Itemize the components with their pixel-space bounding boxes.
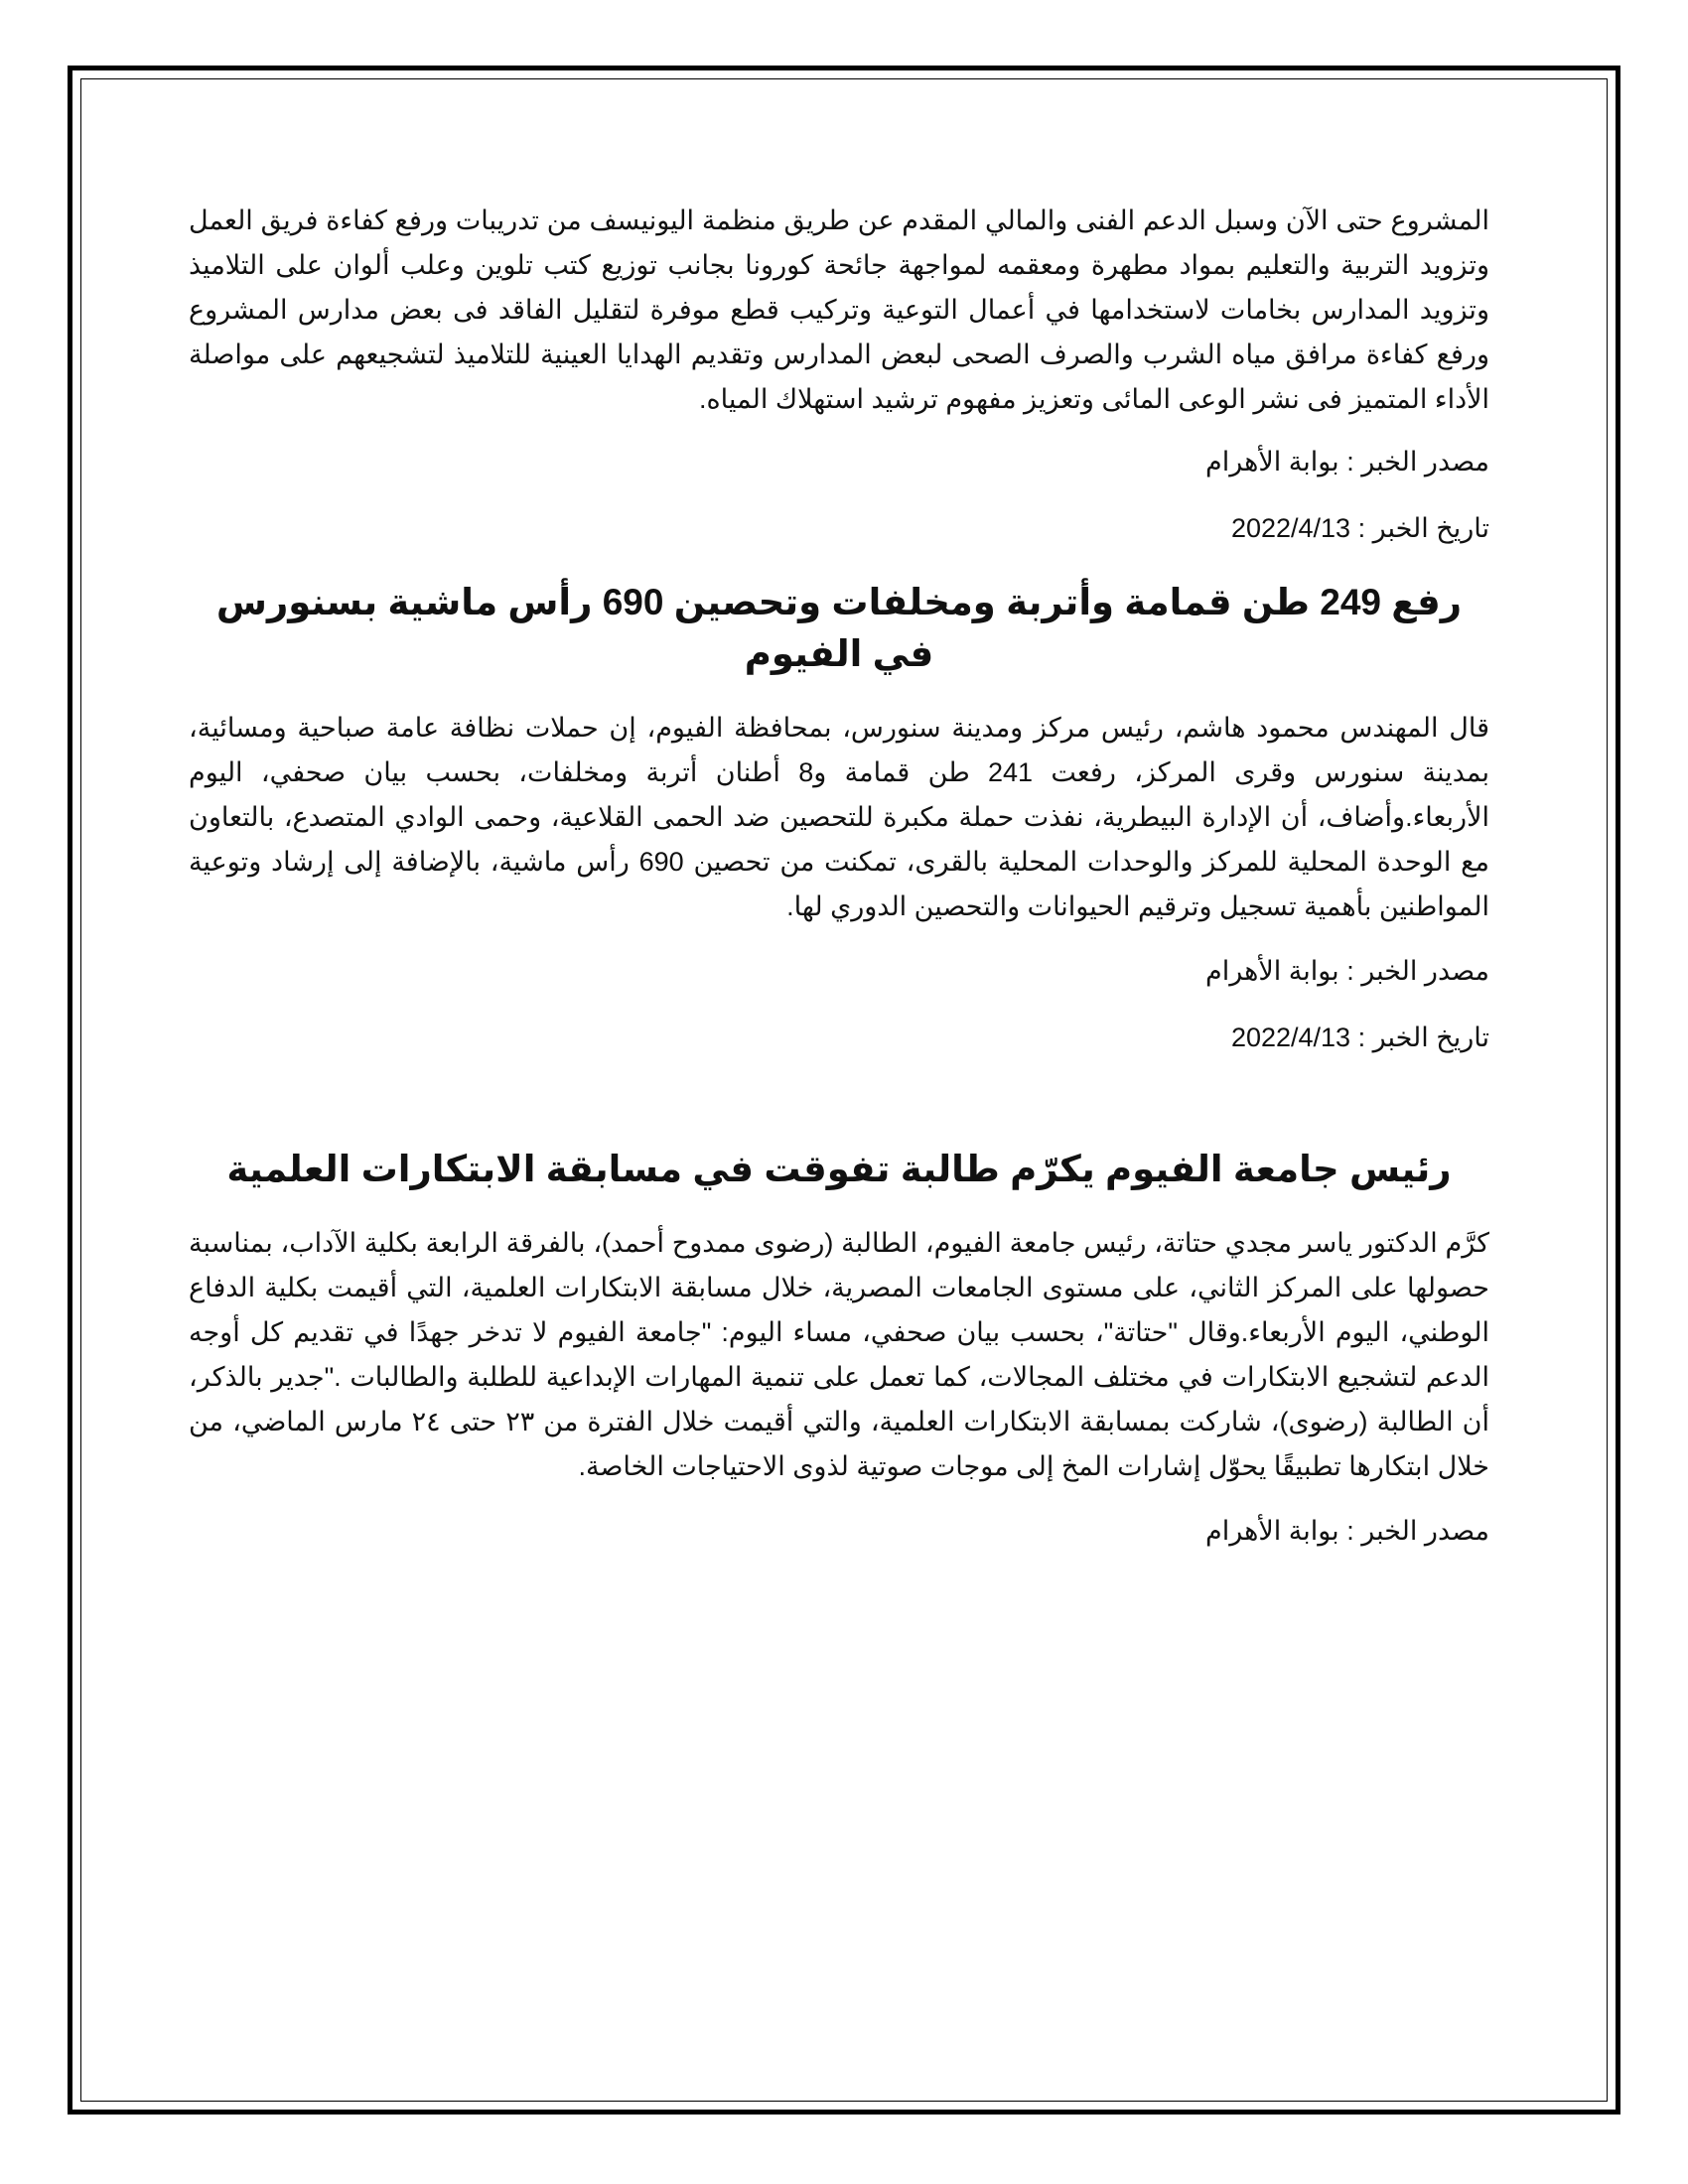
article-2-headline: رفع 249 طن قمامة وأتربة ومخلفات وتحصين 690 رأس ماشية بسنورس في الفيوم (215, 582, 1463, 674)
article-2-date: تاريخ الخبر : 2022/4/13 (1230, 1023, 1489, 1052)
article-3-body: كرَّم الدكتور ياسر مجدي حتاتة، رئيس جامعة الفيوم، الطالبة (رضوى ممدوح أحمد)، بالفرقة الرابعة بكلية الآداب، بمناسبة حصولها على المركز الثاني، على مستوى الجامعات المصرية، خلال مسابقة الابتكارات العلمية، التي أقيمت بكلية الدفاع الوطني، اليوم الأربعاء.وقال "حتاتة"، بحسب بيان صحفي، مساء اليوم: "جامعة الفيوم لا تدخر جهدًا في تقديم كل أوجه الدعم لتشجيع الابتكارات في مختلف المجالات، كما تعمل على تنمية المهارات الإبداعية للطلبة والطالبات ."جدير بالذكر، أن الطالبة (رضوى)، شاركت بمسابقة الابتكارات العلمية، والتي أقيمت خلال الفترة من ٢٣ حتى ٢٤ مارس الماضي، من خلال ابتكارها تطبيقًا يحوّل إشارات المخ إلى موجات صوتية لذوى الاحتياجات الخاصة. (189, 1228, 1489, 1481)
document-content (189, 199, 1489, 1554)
article-1-body: المشروع حتى الآن وسبل الدعم الفنى والمالي المقدم عن طريق منظمة اليونيسف من تدريبات ورفع كفاءة فريق العمل وتزويد التربية والتعليم بمواد مطهرة ومعقمه لمواجهة جائحة كورونا بجانب توزيع كتب تلوين وعلب ألوان على التلاميذ وتزويد المدارس بخامات لاستخدامها في أعمال التوعية وتركيب قطع موفرة لتقليل الفاقد فى بعض مدارس المشروع ورفع كفاءة مرافق مياه الشرب والصرف الصحى لبعض المدارس وتقديم الهدايا العينية للتلاميذ لتشجيعهم على مواصلة الأداء المتميز فى نشر الوعى المائى وتعزيز مفهوم ترشيد استهلاك المياه. (189, 205, 1489, 414)
article-2 (189, 577, 1489, 1060)
article-3-source: مصدر الخبر : بوابة الأهرام (1204, 1516, 1489, 1546)
article-1-source: مصدر الخبر : بوابة الأهرام (1204, 447, 1489, 477)
article-2-source: مصدر الخبر : بوابة الأهرام (1204, 956, 1489, 986)
article-3 (189, 1144, 1489, 1554)
article-1-date: تاريخ الخبر : 2022/4/13 (1230, 513, 1489, 543)
article-3-headline: رئيس جامعة الفيوم يكرّم طالبة تفوقت في مسابقة الابتكارات العلمية (226, 1149, 1452, 1189)
article-2-body: قال المهندس محمود هاشم، رئيس مركز ومدينة سنورس، بمحافظة الفيوم، إن حملات نظافة عامة صباحية ومسائية، بمدينة سنورس وقرى المركز، رفعت 241 طن قمامة و8 أطنان أتربة ومخلفات، بحسب بيان صحفي، اليوم الأربعاء.وأضاف، أن الإدارة البيطرية، نفذت حملة مكبرة للتحصين ضد الحمى القلاعية، وحمى الوادي المتصدع، بالتعاون مع الوحدة المحلية للمركز والوحدات المحلية بالقرى، تمكنت من تحصين 690 رأس ماشية، بالإضافة إلى إرشاد وتوعية المواطنين بأهمية تسجيل وترقيم الحيوانات والتحصين الدوري لها. (189, 713, 1489, 921)
article-1 (189, 199, 1489, 551)
